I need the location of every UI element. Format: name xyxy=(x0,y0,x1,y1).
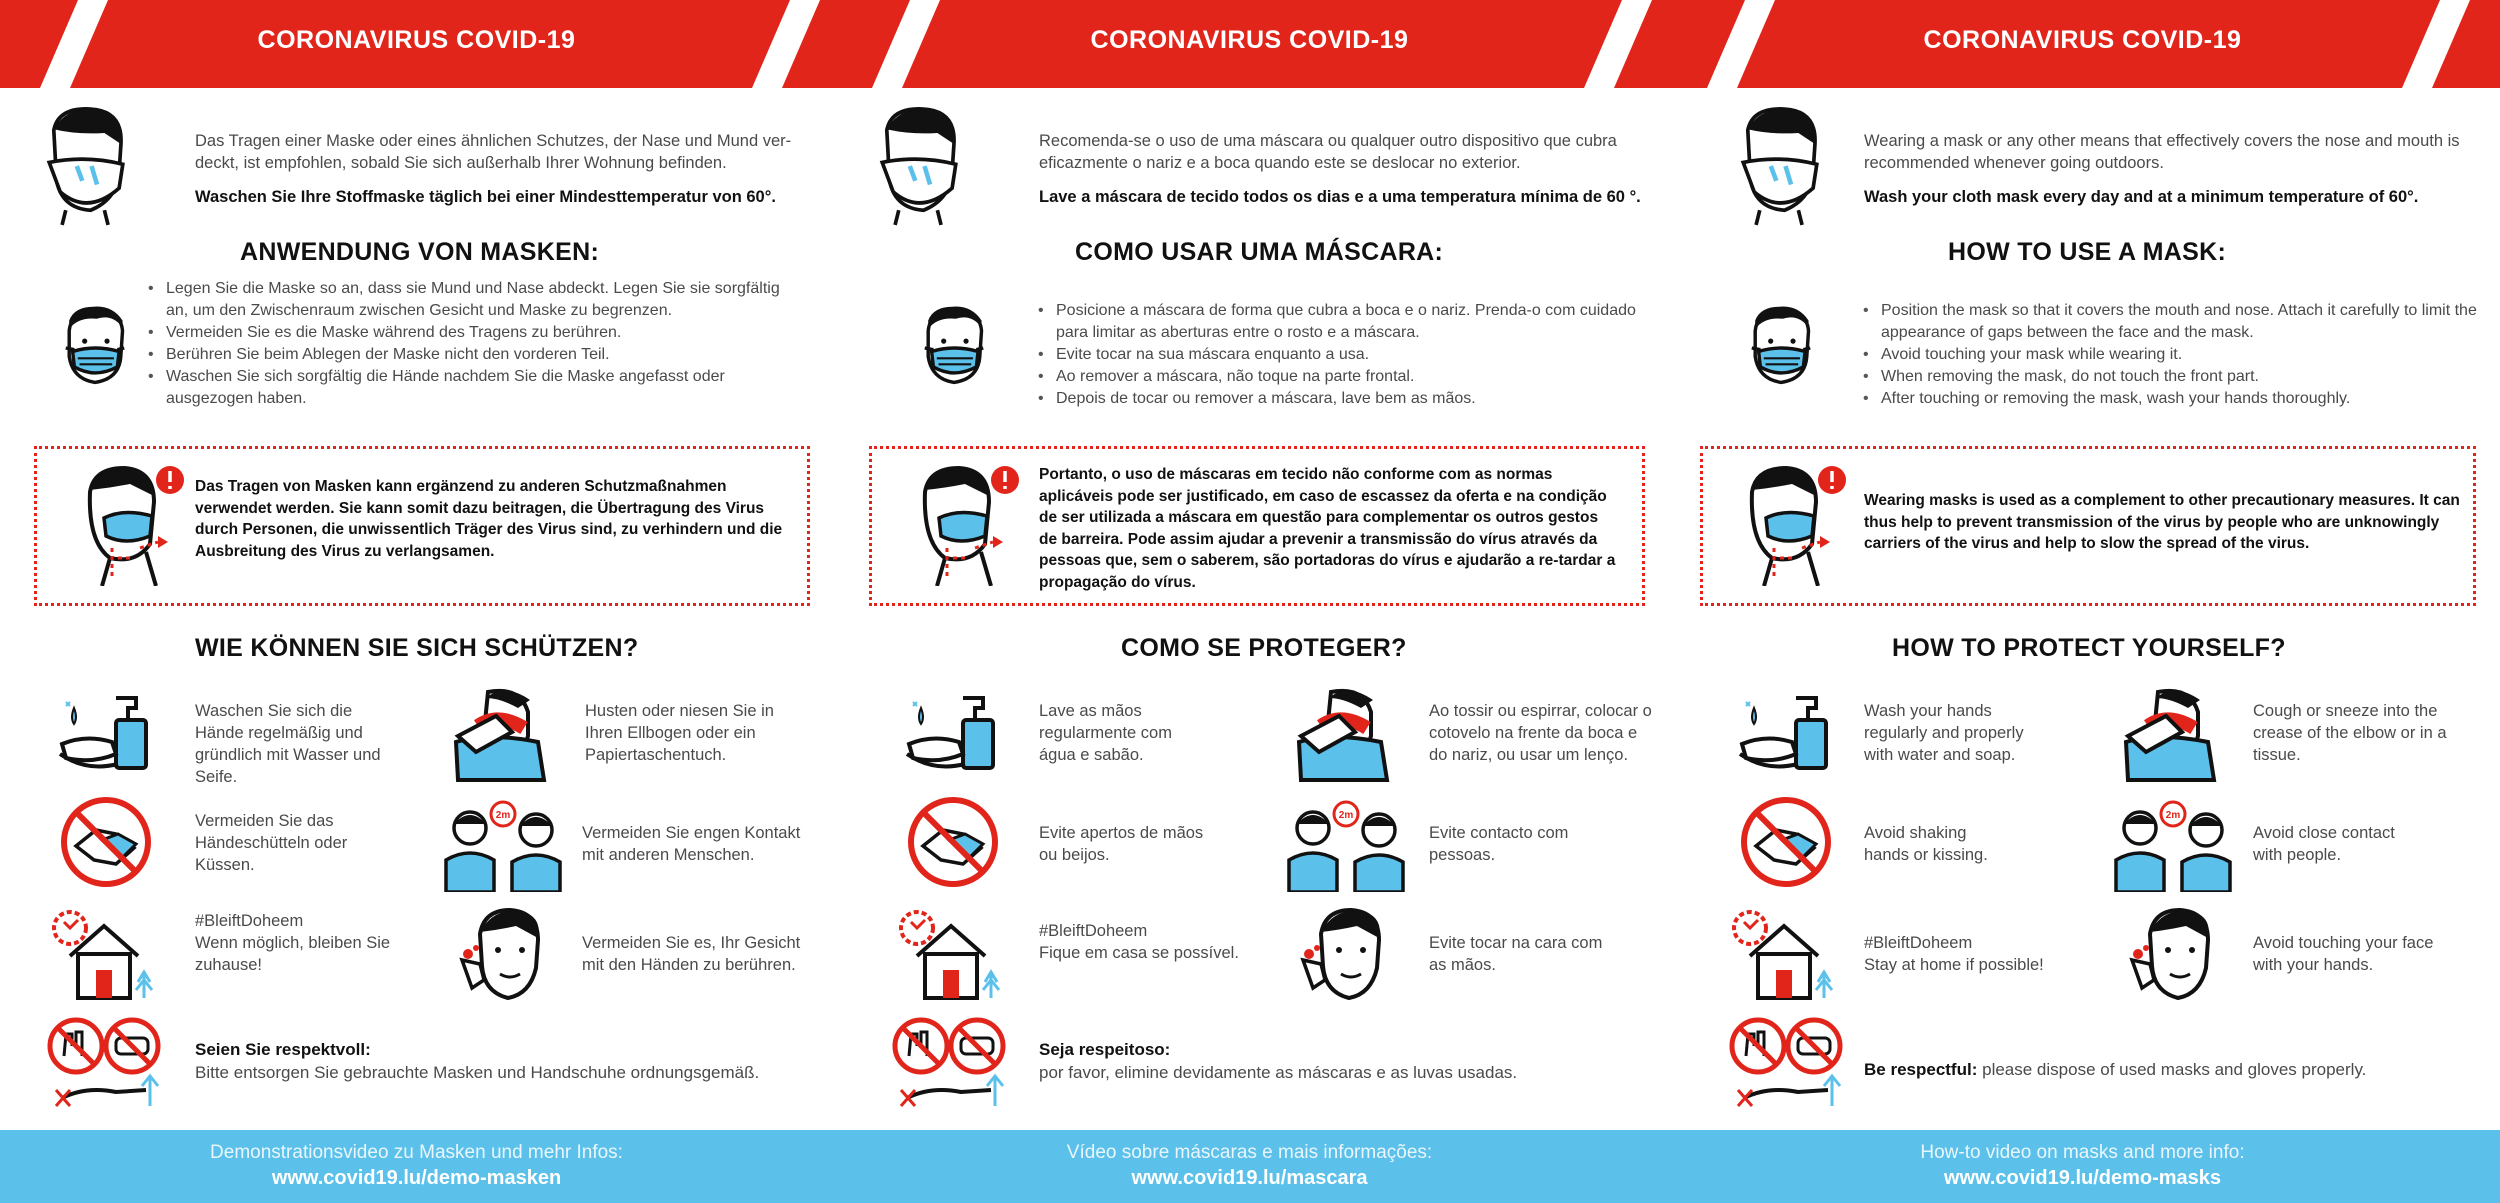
list-item: • Evite tocar na sua máscara enquanto a usa. xyxy=(1038,344,1638,366)
column-title: CORONAVIRUS COVID-19 xyxy=(257,26,576,54)
intro-text: Das Tragen einer Maske oder eines ähnlichen Schutzes, der Nase und Mund ver-deckt, ist empfohlen, sobald Sie sich außerhalb Ihrer Wohnung befinden. xyxy=(195,132,792,172)
protect-heading: COMO SE PROTEGER? xyxy=(1121,634,1407,662)
mask-usage-list xyxy=(1863,300,2483,410)
face-with-mask-icon xyxy=(1738,300,1824,396)
stay-home-text: #BleiftDoheem Wenn möglich, bleiben Sie zuhause! xyxy=(195,912,391,974)
column-en xyxy=(1666,0,2499,1130)
column-title: CORONAVIRUS COVID-19 xyxy=(1923,26,2242,54)
distance-text: Avoid close contact with people. xyxy=(2253,824,2395,864)
cough-text: Ao tossir ou espirrar, colocar o cotovelo na frente da boca e do nariz, ou usar um lenço. xyxy=(1429,702,1652,764)
column-title: CORONAVIRUS COVID-19 xyxy=(1090,26,1409,54)
respect-detail: Bitte entsorgen Sie gebrauchte Masken und Handschuhe ordnungsgemäß. xyxy=(195,1063,760,1082)
respect-bold: Seja respeitoso: xyxy=(1039,1040,1171,1059)
footer-pt xyxy=(833,1140,1666,1191)
list-item: • Vermeiden Sie es die Maske während des Tragens zu berühren. xyxy=(148,322,788,344)
wash-hands-text: Lave as mãos regularmente com água e sabão. xyxy=(1039,702,1172,764)
warning-text: Das Tragen von Masken kann ergänzend zu anderen Schutzmaßnahmen verwendet werden. Sie kann somit dazu beitragen, die Übertragung des Virus durch Personen, die unwissentlich Träger des Virus sind, zu verhindern und die Ausbreitung des Virus zu verlangsamen. xyxy=(195,478,783,560)
respect-bold: Be respectful: xyxy=(1864,1060,1978,1079)
protect-heading: WIE KÖNNEN SIE SICH SCHÜTZEN? xyxy=(195,634,639,662)
no-handshake-text: Evite apertos de mãos ou beijos. xyxy=(1039,824,1204,864)
spread-warning-icon xyxy=(70,462,190,586)
list-item: • When removing the mask, do not touch the front part. xyxy=(1863,366,2483,388)
svg-text:2m: 2m xyxy=(1338,810,1354,821)
dispose-masks-icon xyxy=(891,1016,1011,1112)
no-handshake-icon xyxy=(905,794,1001,890)
footer-en xyxy=(1666,1140,2499,1191)
respect-text xyxy=(195,1038,815,1084)
mask-wearing-face-icon xyxy=(1734,104,1826,230)
protect-heading: HOW TO PROTECT YOURSELF? xyxy=(1892,634,2286,662)
hand-washing-icon xyxy=(56,688,156,778)
list-item: • Waschen Sie sich sorgfältig die Hände nachdem Sie die Maske angefasst oder ausgezogen haben. xyxy=(148,366,788,410)
stay-home-text: #BleiftDoheem Fique em casa se possível. xyxy=(1039,922,1239,962)
hand-washing-icon xyxy=(1736,688,1836,778)
stay-home-icon xyxy=(897,906,1007,1002)
stay-home-icon xyxy=(1730,906,1840,1002)
footer-caption: Demonstrationsvideo zu Masken und mehr Infos: xyxy=(210,1142,623,1163)
social-distance-icon xyxy=(440,800,570,892)
no-face-touch-icon xyxy=(2124,904,2224,1004)
no-face-touch-icon xyxy=(454,904,554,1004)
list-item: • After touching or removing the mask, wash your hands thoroughly. xyxy=(1863,388,2483,410)
social-distance-icon xyxy=(1283,800,1413,892)
footer-caption: Vídeo sobre máscaras e mais informações: xyxy=(1066,1142,1433,1163)
footer-caption: How-to video on masks and more info: xyxy=(1920,1142,2245,1163)
social-distance-icon xyxy=(2110,800,2240,892)
intro-text: Wearing a mask or any other means that effectively covers the nose and mouth is recommended whenever going outdoors. xyxy=(1864,132,2460,172)
list-item: • Depois de tocar ou remover a máscara, lave bem as mãos. xyxy=(1038,388,1638,410)
intro-text: Recomenda-se o uso de uma máscara ou qualquer outro dispositivo que cubra eficazmente o nariz e a boca quando este se deslocar no exterior. xyxy=(1039,132,1617,172)
wash-hands-text: Wash your hands regularly and properly with water and soap. xyxy=(1864,702,2024,764)
spread-warning-icon xyxy=(1732,462,1852,586)
footer-link[interactable]: www.covid19.lu/mascara xyxy=(1131,1167,1368,1189)
no-handshake-icon xyxy=(1738,794,1834,890)
list-item: • Avoid touching your mask while wearing it. xyxy=(1863,344,2483,366)
cough-elbow-icon xyxy=(1291,682,1401,782)
list-item: • Position the mask so that it covers the mouth and nose. Attach it carefully to limit the appearance of gaps between the face and the mask. xyxy=(1863,300,2483,344)
column-pt xyxy=(833,0,1666,1130)
intro-bold-text: Waschen Sie Ihre Stoffmaske täglich bei einer Mindesttemperatur von 60°. xyxy=(195,188,776,206)
stay-home-icon xyxy=(50,906,160,1002)
warning-text: Wearing masks is used as a complement to other precautionary measures. It can thus help to prevent transmission of the virus by people who are unknowingly carriers of the virus and help to slow the spread of the virus. xyxy=(1864,492,2460,552)
mask-usage-list xyxy=(148,278,788,410)
dispose-masks-icon xyxy=(1728,1016,1848,1112)
masks-heading: COMO USAR UMA MÁSCARA: xyxy=(1075,238,1444,266)
list-item: • Berühren Sie beim Ablegen der Maske nicht den vorderen Teil. xyxy=(148,344,788,366)
no-handshake-text: Avoid shaking hands or kissing. xyxy=(1864,824,1988,864)
hand-washing-icon xyxy=(903,688,1003,778)
mask-wearing-face-icon xyxy=(40,104,132,230)
cough-elbow-icon xyxy=(448,682,558,782)
no-face-touch-text: Vermeiden Sie es, Ihr Gesicht mit den Händen zu berühren. xyxy=(582,934,801,974)
masks-heading: HOW TO USE A MASK: xyxy=(1948,238,2227,266)
no-face-touch-icon xyxy=(1295,904,1395,1004)
list-item: • Ao remover a máscara, não toque na parte frontal. xyxy=(1038,366,1638,388)
distance-text: Evite contacto com pessoas. xyxy=(1429,824,1569,864)
face-with-mask-icon xyxy=(52,300,138,396)
no-handshake-icon xyxy=(58,794,154,890)
column-de xyxy=(0,0,833,1130)
mask-usage-list xyxy=(1038,300,1638,410)
cough-text: Cough or sneeze into the crease of the elbow or in a tissue. xyxy=(2253,702,2447,764)
no-face-touch-text: Avoid touching your face with your hands. xyxy=(2253,934,2434,974)
no-face-touch-text: Evite tocar na cara com as mãos. xyxy=(1429,934,1603,974)
stay-home-text: #BleiftDoheem Stay at home if possible! xyxy=(1864,934,2044,974)
list-item: • Posicione a máscara de forma que cubra a boca e o nariz. Prenda-o com cuidado para limitar as aberturas entre o rosto e a máscara. xyxy=(1038,300,1638,344)
masks-heading: ANWENDUNG VON MASKEN: xyxy=(240,238,600,266)
no-handshake-text: Vermeiden Sie das Händeschütteln oder Küssen. xyxy=(195,812,348,874)
wash-hands-text: Waschen Sie sich die Hände regelmäßig und gründlich mit Wasser und Seife. xyxy=(195,702,381,786)
intro-bold-text: Wash your cloth mask every day and at a minimum temperature of 60°. xyxy=(1864,188,2419,206)
face-with-mask-icon xyxy=(911,300,997,396)
cough-text: Husten oder niesen Sie in Ihren Ellbogen oder ein Papiertaschentuch. xyxy=(585,702,774,764)
dispose-masks-icon xyxy=(46,1016,166,1112)
respect-text xyxy=(1864,1058,2484,1081)
spread-warning-icon xyxy=(905,462,1025,586)
respect-text xyxy=(1039,1038,1639,1084)
footer-link[interactable]: www.covid19.lu/demo-masks xyxy=(1943,1167,2222,1189)
warning-text: Portanto, o uso de máscaras em tecido não conforme com as normas aplicáveis pode ser justificado, em caso de escassez da oferta e na condição de ser utilizada a máscara em questão para complementar os outros gestos de barreira. Pode assim ajudar a prevenir a transmissão do vírus através da pessoas que, sem o saberem, são portadoras do vírus e ajudarão a re-tardar a propagação do vírus. xyxy=(1039,466,1616,591)
svg-text:2m: 2m xyxy=(495,810,511,821)
respect-bold: Seien Sie respektvoll: xyxy=(195,1040,371,1059)
list-item: • Legen Sie die Maske so an, dass sie Mund und Nase abdeckt. Legen Sie sie sorgfältig an, um den Zwischenraum zwischen Gesicht und Maske zu begrenzen. xyxy=(148,278,788,322)
intro-bold-text: Lave a máscara de tecido todos os dias e a uma temperatura mínima de 60 °. xyxy=(1039,188,1641,206)
svg-text:2m: 2m xyxy=(2165,810,2181,821)
respect-detail: por favor, elimine devidamente as máscaras e as luvas usadas. xyxy=(1039,1063,1518,1082)
footer-de xyxy=(0,1140,833,1191)
distance-text: Vermeiden Sie engen Kontakt mit anderen Menschen. xyxy=(582,824,801,864)
respect-detail: please dispose of used masks and gloves properly. xyxy=(1982,1060,2367,1079)
mask-wearing-face-icon xyxy=(873,104,965,230)
cough-elbow-icon xyxy=(2118,682,2228,782)
footer-link[interactable]: www.covid19.lu/demo-masken xyxy=(271,1167,562,1189)
